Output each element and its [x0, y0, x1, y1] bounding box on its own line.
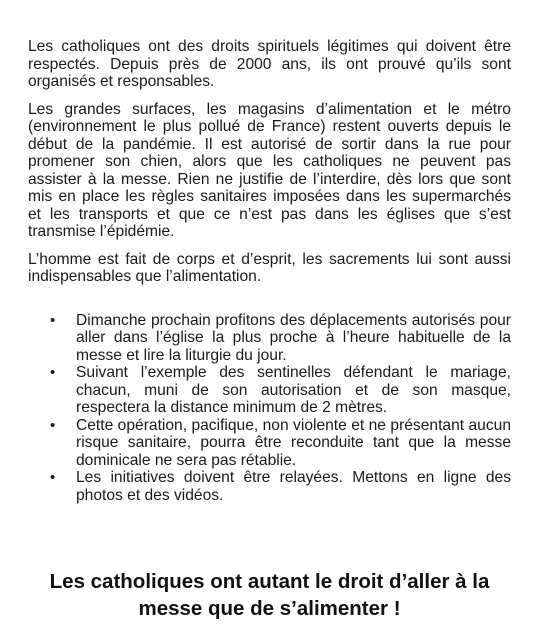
bullet-marker: •	[50, 416, 56, 434]
list-item-text: Cette opération, pacifique, non violente et ne présentant aucun risque sanitaire, pourra être reconduite tant que la messe dominicale ne sera pas rétablie.	[76, 416, 511, 469]
document-body	[28, 38, 511, 504]
list-item	[50, 417, 511, 470]
action-list	[28, 312, 511, 505]
bullet-marker: •	[50, 364, 56, 381]
list-item	[50, 469, 511, 504]
bullet-marker: •	[50, 469, 56, 486]
paragraph-rights: Les catholiques ont des droits spirituels légitimes qui doivent être respectés. Depuis près de 2000 ans, ils ont prouvé qu’ils sont organisés et responsables.	[28, 38, 511, 90]
list-item	[50, 312, 511, 365]
list-item-text: Les initiatives doivent être relayées. Mettons en ligne des photos et des vidéos.	[76, 469, 511, 504]
list-item-text: Dimanche prochain profitons des déplacements autorisés pour aller dans l’église la plus proche à l’heure habituelle de la messe et lire la liturgie du jour.	[76, 311, 511, 364]
paragraph-body-and-spirit: L’homme est fait de corps et d’esprit, les sacrements lui sont aussi indispensables que l’alimentation.	[28, 250, 511, 285]
list-item-text: Suivant l’exemple des sentinelles défendant le mariage, chacun, muni de son autorisation et de son masque, respectera la distance minimum de 2 mètres.	[76, 364, 511, 416]
bullet-marker: •	[50, 311, 56, 329]
cropped-title-fragment	[260, 0, 280, 4]
conclusion-heading: Les catholiques ont autant le droit d’aller à la messe que de s’alimenter !	[49, 570, 490, 620]
list-item	[50, 364, 511, 417]
paragraph-stores-open: Les grandes surfaces, les magasins d’alimentation et le métro (environnement le plus pollué de France) restent ouverts depuis le début de la pandémie. Il est autorisé de sortir dans la rue pour promener son chien, alors que les catholiques ne peuvent pas assister à la messe. Rien ne justifie de l’interdire, dès lors que sont mis en place les règles sanitaires imposées dans les supermarchés et les transports et que ce n’est pas dans les églises que s’est transmise l’épidémie.	[28, 100, 511, 240]
